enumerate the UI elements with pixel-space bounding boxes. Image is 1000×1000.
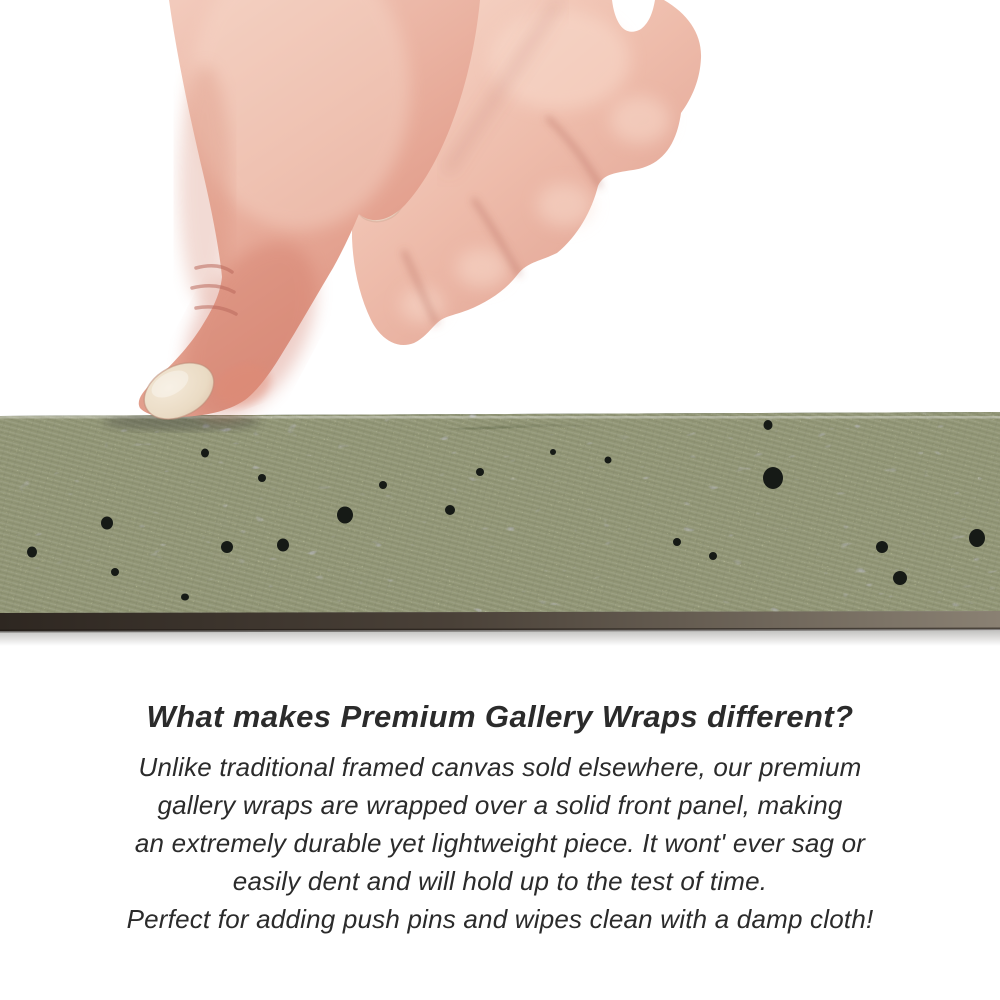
marketing-copy (0, 699, 1000, 938)
canvas-strip-photo (0, 408, 1000, 653)
panel-drop-shadow (0, 631, 1000, 646)
body-line-5: Perfect for adding push pins and wipes clean with a damp cloth! (126, 904, 874, 934)
body-line-4: easily dent and will hold up to the test of time. (232, 866, 768, 896)
body-line-2: gallery wraps are wrapped over a solid front panel, making (157, 790, 843, 820)
hand-photo (0, 0, 720, 430)
canvas-face (0, 408, 1000, 618)
body-line-1: Unlike traditional framed canvas sold elsewhere, our premium (138, 752, 862, 782)
body-line-3: an extremely durable yet lightweight piece. It wont' ever sag or (134, 828, 866, 858)
headline: What makes Premium Gallery Wraps different? (146, 699, 854, 734)
